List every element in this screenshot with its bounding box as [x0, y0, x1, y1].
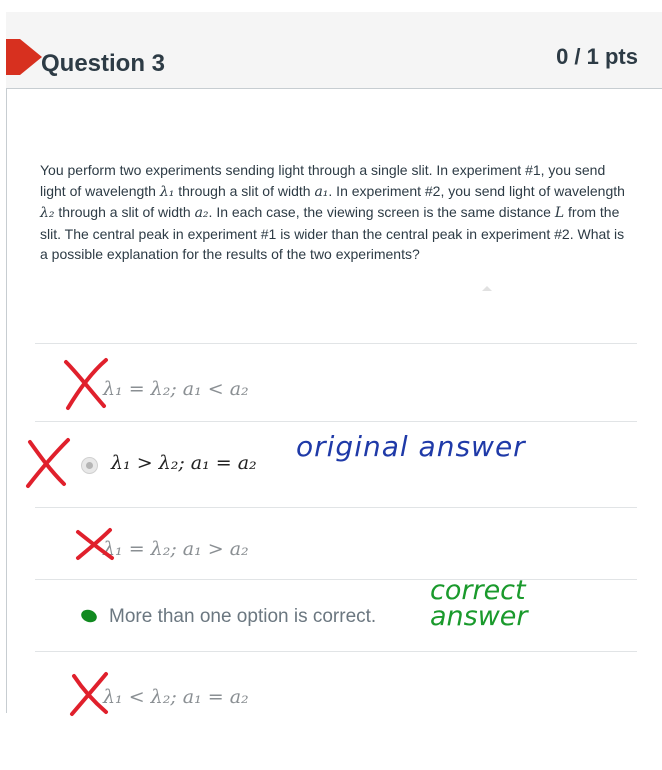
correct-answer-note: correct answer [430, 575, 528, 632]
answer-option-5[interactable] [35, 651, 637, 722]
x-mark-icon [60, 356, 116, 412]
question-points: 0 / 1 pts [556, 44, 638, 69]
x-mark-icon [68, 670, 112, 718]
answer-option-1[interactable] [35, 343, 637, 414]
answer-label: More than one option is correct. [109, 606, 377, 627]
answer-label: λ₁ = λ₂; a₁ < a₂ [103, 378, 249, 400]
radio-correct-icon[interactable] [79, 608, 98, 625]
a1: a₁ [314, 183, 329, 200]
original-answer-note: original answer [296, 430, 526, 463]
question-header [6, 12, 662, 89]
flag-icon-tip [20, 39, 42, 75]
answer-label: λ₁ = λ₂; a₁ > a₂ [103, 538, 249, 560]
a2: a₂ [194, 205, 209, 221]
lambda1: λ₁ [159, 183, 175, 200]
scroll-caret-icon [482, 286, 492, 291]
question-text: You perform two experiments sending light through a single slit. In experiment #1, you send light of wavelength λ₁ through a slit of width a₁. In experiment #2, you send light of wavelength λ₂ through a slit of width a₂. In each case, the viewing screen is the same distance L from the slit. The central peak in experiment #1 is wider than the central peak in experiment #2. What is a possible explanation for the results of the two experiments? [40, 162, 625, 262]
question-title: Question 3 [41, 50, 166, 77]
answer-label: λ₁ > λ₂; a₁ = a₂ [111, 452, 257, 474]
answer-option-4[interactable] [35, 575, 637, 650]
flag-icon[interactable] [6, 39, 20, 75]
x-mark-icon [24, 436, 74, 490]
x-mark-icon [74, 526, 118, 562]
lambda2: λ₂ [40, 205, 55, 221]
distance-L: L [554, 205, 565, 221]
answer-label: λ₁ < λ₂; a₁ = a₂ [103, 686, 249, 708]
answer-option-3[interactable] [35, 507, 637, 578]
radio-selected-icon[interactable] [81, 457, 98, 474]
